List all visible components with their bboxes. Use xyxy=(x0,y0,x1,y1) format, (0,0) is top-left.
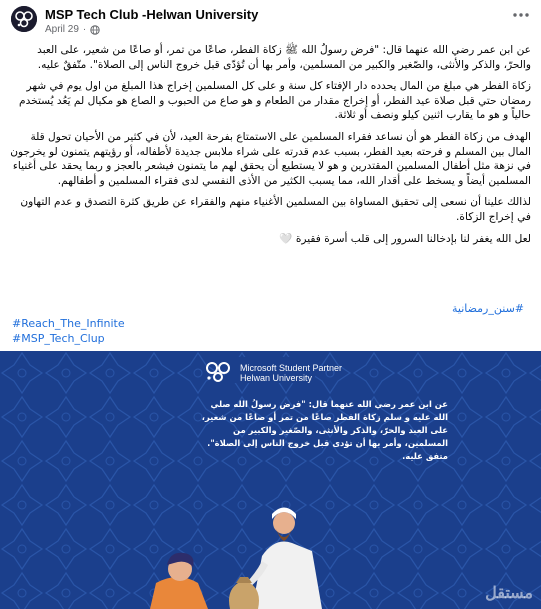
post-header xyxy=(0,0,541,40)
post-paragraph-4: لذالك علينا أن نسعى إلى تحقيق المساواة بين المسلمين الأغنياء منهم والفقراء عن طريق كثرة التصدق و عدم التهاون في إخراج الزكاة. xyxy=(20,196,531,223)
hashtag-arabic[interactable]: #سنن_رمضانية xyxy=(452,302,524,315)
more-options-button[interactable] xyxy=(511,8,531,22)
post-date[interactable]: April 29 xyxy=(45,24,79,35)
post-paragraph-1: عن ابن عمر رضي الله عنهما قال: "فرض رسولُ الله ﷺ زكاة الفطر، صاعًا من تمر، أو صاعًا من شعير، على العبد والحرّ، والذكر والأنثى، والصّغير والكبير من المسلمين، وأمر بها أن تُؤدّى قبل خروج الناس إلى الصلاة". متّفقٌ عليه. xyxy=(37,44,531,71)
post-image[interactable] xyxy=(0,351,541,609)
post-paragraph-5: لعل الله يغفر لنا بإدخالنا السرور إلى قلب أسرة فقيرة 🤍 xyxy=(279,232,531,245)
hashtag-msp-tech-clup[interactable]: #MSP_Tech_Clup xyxy=(12,332,105,345)
page-name[interactable]: MSP Tech Club -Helwan University xyxy=(45,7,259,22)
meta-separator: · xyxy=(82,24,87,35)
post-paragraph-3: الهدف من زكاة الفطر هو أن نساعد فقراء المسلمين على الاستمتاع بفرحة العيد، لأن في كثير من الأحيان تحول قلة المال بين المسلم و فرحته بعيد الفطر، بسبب عدم قدرته على شراء ملابس جديدة لأطفاله، أو رؤيتهم يتمنون لو يخرجون في نزهة مثل أطفال المسلمين المقتدرين و هو لا يستطيع أن يحقق لهم ما يتمنون فيشعر بالعجز و ربما يحقد على أغنياء المسلمين أيضاً و يسخط على أقدار الله، مما يسبب الكثير من الأذى النفسي لدى فقراء المسلمين و أطفالهم. xyxy=(10,130,531,187)
hashtag-reach-the-infinite[interactable]: #Reach_The_Infinite xyxy=(12,317,125,330)
hashtag-list xyxy=(12,302,532,346)
image-brand-line2: Helwan University xyxy=(240,373,313,383)
more-dots-icon xyxy=(511,12,531,18)
image-watermark: مستقل xyxy=(485,585,533,602)
image-brand-line1: Microsoft Student Partner xyxy=(240,363,343,373)
globe-icon xyxy=(90,25,100,35)
image-quote: عن ابن عمر رضي الله عنهما قال: "فرض رسولُ الله صلي الله عليه و سلم زكاة الفطر صاعًا من تمر أو صاعًا من شعير، على العبد والحرّ، والذكر والأنثى، والصّغير والكبير من المسلمين، وأمر بها أن تؤدى قبل خروج الناس إلى الصلاة". متفق عليه. xyxy=(201,399,448,461)
post-paragraph-2: زكاة الفطر هي مبلغ من المال يحدده دار الإفتاء كل سنة و على كل المسلمين إخراج هذا المبلغ من اول يوم في شهر رمضان حتي قبل صلاة عيد الفطر، أو إخراج مقدار من الطعام و هو صاع من الحبوب و الصاع هو مكيال لم يَعُد يُستخدم حالياً و هو ما يقارب اثنين كيلو ونصف أو ثلاثة. xyxy=(19,80,531,122)
post-meta xyxy=(45,24,100,35)
page-avatar[interactable] xyxy=(11,6,37,32)
post-text xyxy=(10,43,531,250)
msp-logo-icon xyxy=(11,6,37,32)
ramadan-illustration xyxy=(0,351,541,609)
image-brand xyxy=(240,363,342,383)
